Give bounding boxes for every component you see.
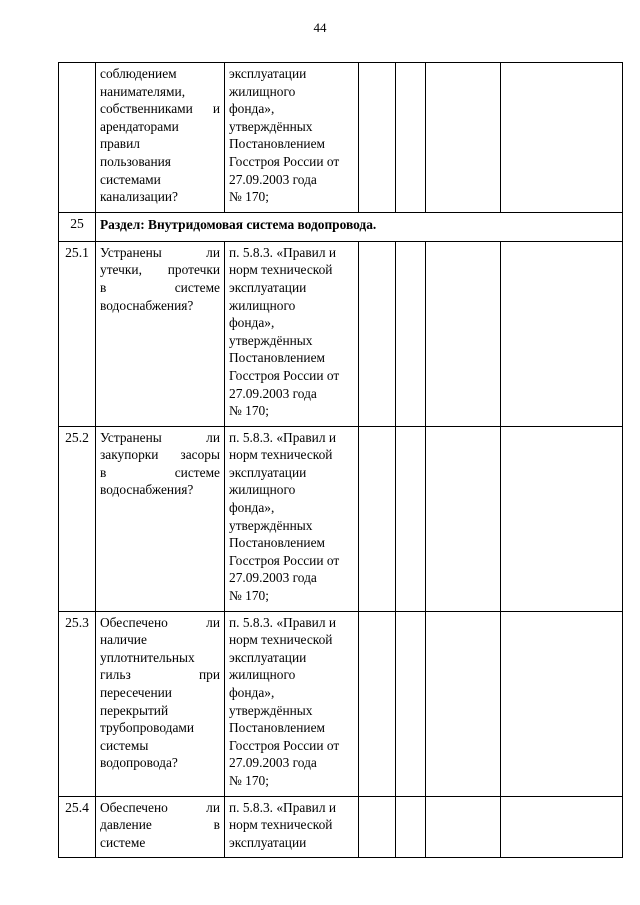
reference-line: эксплуатации bbox=[229, 834, 307, 850]
empty-cell bbox=[396, 63, 426, 213]
reference-line: Госстроя России от bbox=[229, 153, 340, 169]
reference-line: норм технической bbox=[229, 817, 333, 833]
reference-line: эксплуатации bbox=[229, 464, 307, 480]
reference-line: № 170; bbox=[229, 189, 269, 205]
section-number: 25 bbox=[59, 212, 96, 241]
question-line: перекрытий bbox=[100, 702, 169, 718]
question-line: закупорки засоры bbox=[100, 447, 220, 463]
question-line: водоснабжения? bbox=[100, 482, 194, 498]
reference-line: Постановлением bbox=[229, 720, 325, 736]
reference-line: 27.09.2003 года bbox=[229, 385, 317, 401]
reference-line: № 170; bbox=[229, 772, 269, 788]
reference-line: фонда», bbox=[229, 685, 275, 700]
empty-cell bbox=[396, 796, 426, 858]
reference-line: норм технической bbox=[229, 262, 333, 278]
reference-line: п. 5.8.3. «Правил и bbox=[229, 429, 337, 445]
question-line: правил bbox=[100, 136, 140, 152]
table-row bbox=[59, 426, 623, 611]
item-number bbox=[59, 63, 96, 213]
question-line: соблюдением bbox=[100, 66, 177, 81]
reference-line: эксплуатации bbox=[229, 279, 307, 295]
legal-reference bbox=[225, 426, 359, 611]
item-number: 25.2 bbox=[59, 426, 96, 611]
reference-line: Госстроя России от bbox=[229, 737, 340, 753]
empty-cell bbox=[426, 63, 501, 213]
empty-cell bbox=[359, 63, 396, 213]
table-row bbox=[59, 611, 623, 796]
reference-line: эксплуатации bbox=[229, 66, 307, 81]
question-line: трубопроводами bbox=[100, 720, 195, 736]
empty-cell bbox=[396, 241, 426, 426]
question-line: уплотнительных bbox=[100, 649, 195, 665]
reference-line: норм технической bbox=[229, 447, 333, 463]
reference-line: Госстроя России от bbox=[229, 552, 340, 568]
empty-cell bbox=[426, 611, 501, 796]
reference-line: норм технической bbox=[229, 632, 333, 648]
reference-line: Постановлением bbox=[229, 535, 325, 551]
empty-cell bbox=[359, 796, 396, 858]
reference-line: фонда», bbox=[229, 315, 275, 331]
question-line: Устранены ли bbox=[100, 429, 220, 445]
reference-line: Госстроя России от bbox=[229, 367, 340, 383]
check-question bbox=[96, 611, 225, 796]
reference-line: жилищного bbox=[229, 297, 296, 313]
question-line: водопровода? bbox=[100, 755, 178, 771]
section-title: Раздел: Внутридомовая система водопровода. bbox=[96, 212, 623, 241]
empty-cell bbox=[501, 796, 623, 858]
question-line: пересечении bbox=[100, 685, 172, 700]
reference-line: утверждённых bbox=[229, 118, 313, 134]
question-line: канализации? bbox=[100, 189, 178, 205]
question-line: гильз при bbox=[100, 667, 220, 683]
reference-line: утверждённых bbox=[229, 517, 313, 533]
empty-cell bbox=[396, 611, 426, 796]
empty-cell bbox=[359, 611, 396, 796]
reference-line: эксплуатации bbox=[229, 649, 307, 665]
question-line: пользования bbox=[100, 153, 171, 169]
question-line: Устранены ли bbox=[100, 244, 220, 260]
empty-cell bbox=[501, 611, 623, 796]
reference-line: жилищного bbox=[229, 482, 296, 498]
reference-line: фонда», bbox=[229, 101, 275, 117]
empty-cell bbox=[396, 426, 426, 611]
reference-line: № 170; bbox=[229, 588, 269, 604]
legal-reference bbox=[225, 63, 359, 213]
question-line: нанимателями, bbox=[100, 83, 186, 99]
question-line: утечки, протечки bbox=[100, 262, 220, 278]
reference-line: № 170; bbox=[229, 403, 269, 419]
item-number: 25.3 bbox=[59, 611, 96, 796]
question-line: собственниками и bbox=[100, 101, 220, 117]
empty-cell bbox=[426, 241, 501, 426]
table-body bbox=[59, 63, 623, 858]
checklist-table bbox=[58, 62, 623, 858]
empty-cell bbox=[501, 241, 623, 426]
legal-reference bbox=[225, 241, 359, 426]
reference-line: жилищного bbox=[229, 83, 296, 99]
reference-line: п. 5.8.3. «Правил и bbox=[229, 614, 337, 630]
reference-line: жилищного bbox=[229, 667, 296, 683]
section-row bbox=[59, 212, 623, 241]
question-line: системами bbox=[100, 171, 161, 187]
empty-cell bbox=[359, 426, 396, 611]
legal-reference bbox=[225, 796, 359, 858]
empty-cell bbox=[426, 426, 501, 611]
reference-line: п. 5.8.3. «Правил и bbox=[229, 799, 337, 815]
table-row bbox=[59, 63, 623, 213]
question-line: наличие bbox=[100, 632, 147, 648]
question-line: в системе bbox=[100, 279, 220, 295]
check-question bbox=[96, 63, 225, 213]
reference-line: фонда», bbox=[229, 500, 275, 516]
check-question bbox=[96, 796, 225, 858]
item-number: 25.4 bbox=[59, 796, 96, 858]
legal-reference bbox=[225, 611, 359, 796]
reference-line: п. 5.8.3. «Правил и bbox=[229, 244, 337, 260]
reference-line: утверждённых bbox=[229, 702, 313, 718]
empty-cell bbox=[426, 796, 501, 858]
question-line: Обеспечено ли bbox=[100, 614, 220, 630]
reference-line: утверждённых bbox=[229, 332, 313, 348]
empty-cell bbox=[359, 241, 396, 426]
reference-line: 27.09.2003 года bbox=[229, 171, 317, 187]
table-row bbox=[59, 796, 623, 858]
question-line: системы bbox=[100, 737, 149, 753]
item-number: 25.1 bbox=[59, 241, 96, 426]
empty-cell bbox=[501, 426, 623, 611]
reference-line: 27.09.2003 года bbox=[229, 570, 317, 586]
reference-line: 27.09.2003 года bbox=[229, 755, 317, 771]
check-question bbox=[96, 241, 225, 426]
question-line: в системе bbox=[100, 464, 220, 480]
check-question bbox=[96, 426, 225, 611]
question-line: водоснабжения? bbox=[100, 297, 194, 313]
table-row bbox=[59, 241, 623, 426]
empty-cell bbox=[501, 63, 623, 213]
question-line: Обеспечено ли bbox=[100, 799, 220, 815]
reference-line: Постановлением bbox=[229, 136, 325, 152]
reference-line: Постановлением bbox=[229, 350, 325, 366]
question-line: давление в bbox=[100, 817, 220, 833]
question-line: арендаторами bbox=[100, 118, 179, 134]
question-line: системе bbox=[100, 834, 146, 850]
page-number: 44 bbox=[313, 20, 327, 35]
